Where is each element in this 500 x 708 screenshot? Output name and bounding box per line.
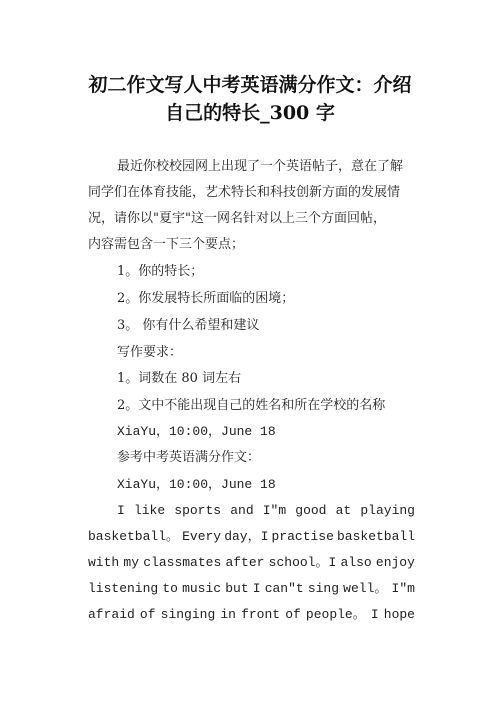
- requirement-1: 1。词数在 80 词左右: [117, 371, 242, 386]
- essay-word: of: [139, 607, 156, 622]
- essay-word: my: [123, 555, 140, 570]
- essay-word: basketball: [336, 529, 415, 544]
- essay-line-4: [88, 580, 415, 598]
- key-point-2: 2。你发展特长所面临的困境；: [117, 291, 295, 306]
- essay-word: also: [340, 555, 372, 570]
- essay-word: Every: [182, 529, 222, 544]
- essay-word: school。I: [268, 555, 337, 570]
- essay-word: enjoy: [375, 555, 415, 570]
- essay-word: in: [220, 607, 236, 622]
- essay-line-5: [88, 606, 415, 624]
- requirements-heading: 写作要求：: [117, 345, 183, 360]
- essay-line-3: [88, 554, 415, 572]
- signature-line-1: XiaYu，10:00，June 18: [117, 424, 276, 439]
- essay-word: at: [335, 503, 352, 518]
- prompt-line-4: 内容需包含一下三个要点；: [88, 237, 245, 252]
- prompt-line-3: 况，请你以"夏宇"这一网名针对以上三个方面回帖，: [88, 211, 386, 226]
- essay-word: but: [225, 581, 249, 596]
- essay-word: afraid: [88, 607, 135, 622]
- essay-word: day，I: [224, 529, 269, 544]
- essay-word: singing: [160, 607, 216, 622]
- essay-line-1: [117, 502, 415, 520]
- signature-line-2: XiaYu，10:00，June 18: [117, 477, 276, 492]
- essay-word: I"m: [391, 581, 415, 596]
- essay-word: good: [295, 503, 327, 518]
- essay-word: can"t: [264, 581, 304, 596]
- essay-word: I"m: [262, 503, 287, 518]
- reference-heading: 参考中考英语满分作文：: [117, 450, 261, 465]
- essay-word: I: [252, 581, 261, 596]
- essay-word: I: [117, 503, 125, 518]
- essay-word: I: [370, 607, 379, 622]
- essay-line-2: [88, 528, 415, 546]
- key-point-3: 3。 你有什么希望和建议: [117, 318, 260, 333]
- essay-word: and: [230, 503, 254, 518]
- essay-word: basketball。: [88, 529, 180, 544]
- essay-word: of: [285, 607, 301, 622]
- prompt-line-2: 同学们在体育技能，艺术特长和科技创新方面的发展情: [88, 185, 401, 200]
- requirement-2: 2。文中不能出现自己的姓名和所在学校的名称: [117, 398, 386, 413]
- document-title-line-1: 初二作文写人中考英语满分作文：介绍: [88, 74, 412, 96]
- essay-word: practise: [271, 529, 334, 544]
- essay-word: after: [225, 555, 265, 570]
- prompt-line-1: 最近你校校园网上出现了一个英语帖子，意在了解: [117, 159, 404, 174]
- essay-word: well。: [343, 581, 388, 596]
- document-title-line-2: 自己的特长_300 字: [165, 102, 335, 124]
- essay-word: people。: [305, 607, 366, 622]
- essay-word: sing: [307, 581, 340, 596]
- essay-word: sports: [174, 503, 222, 518]
- essay-word: playing: [360, 503, 415, 518]
- essay-word: to: [162, 581, 178, 596]
- essay-word: hope: [383, 607, 415, 622]
- essay-word: listening: [88, 581, 159, 596]
- key-point-1: 1。你的特长；: [117, 264, 204, 279]
- essay-word: classmates: [143, 555, 222, 570]
- essay-word: music: [182, 581, 222, 596]
- essay-word: with: [88, 555, 120, 570]
- essay-word: front: [241, 607, 281, 622]
- essay-word: like: [133, 503, 166, 518]
